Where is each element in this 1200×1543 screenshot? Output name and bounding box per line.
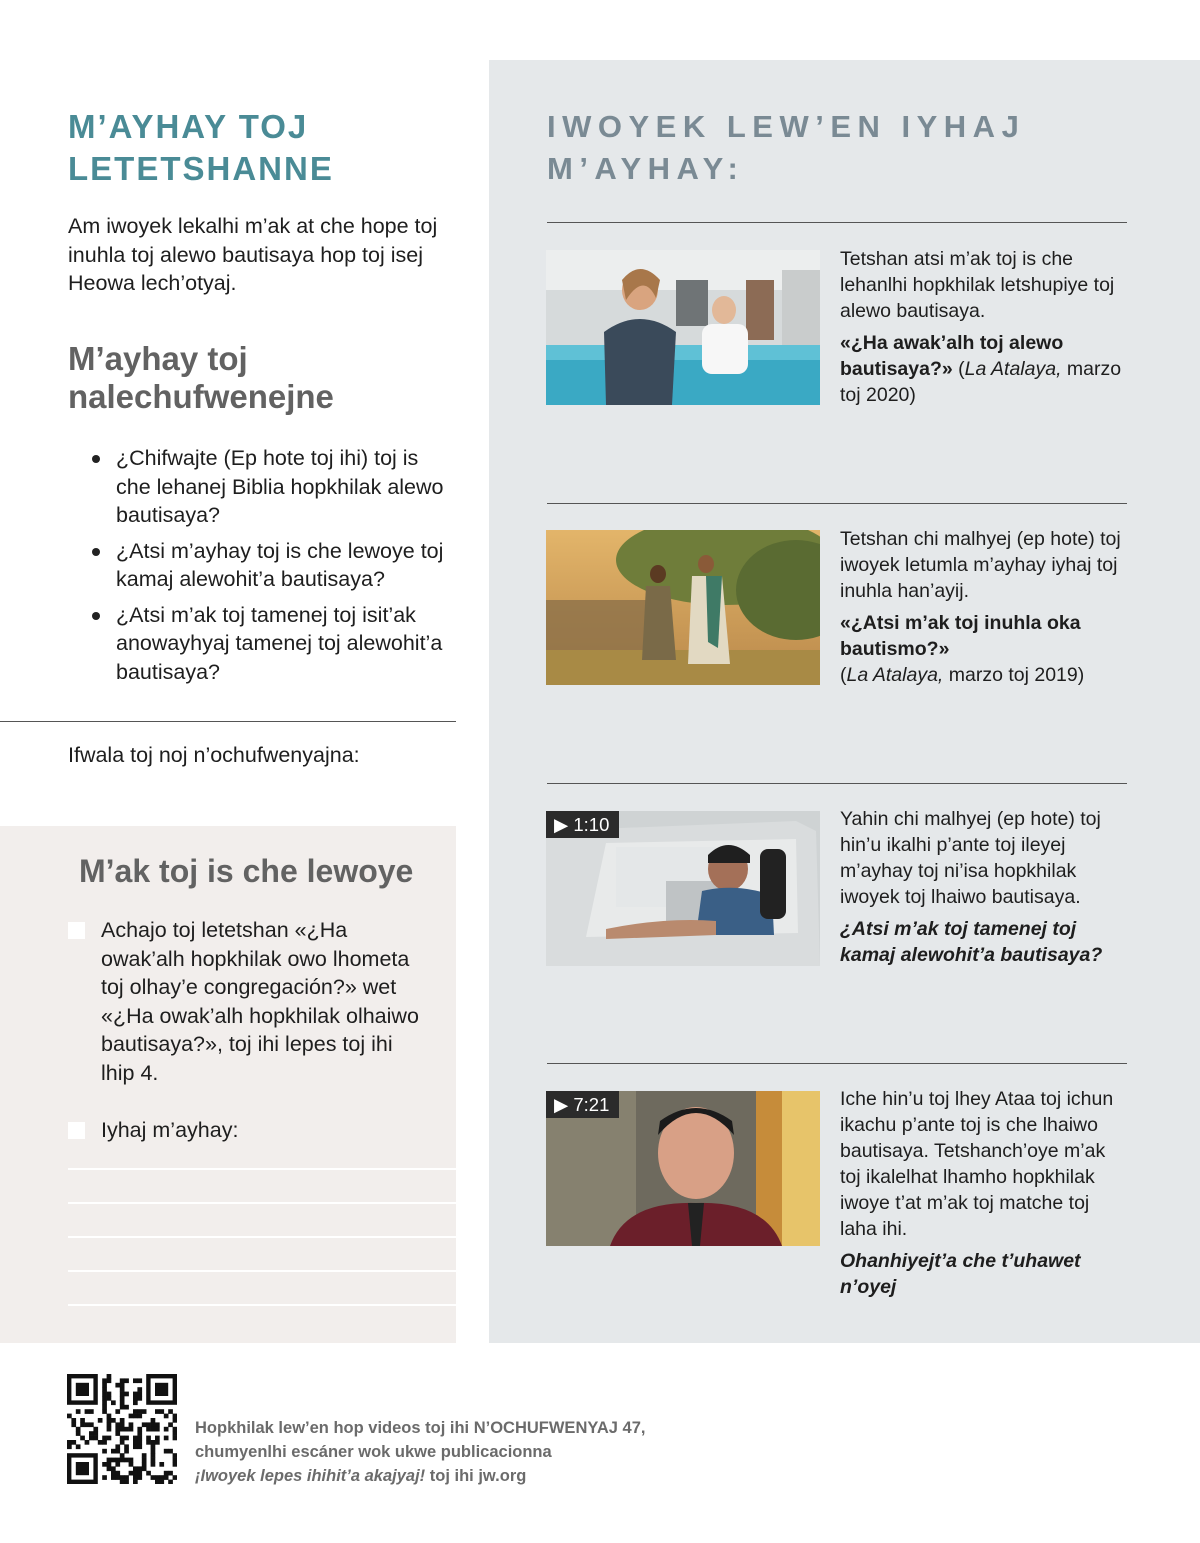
question-item: ¿Atsi m’ayhay toj is che lewoye toj kamaj alewohit’a bautisaya? <box>92 537 452 594</box>
footer-note: Hopkhilak lew’en hop videos toj ihi N’OCHUFWENYAJ 47, chumyenlhi escáner wok ukwe publicacionna ¡Iwoyek lepes ihihit’a akajyaj! toj ihi jw.org <box>195 1419 646 1485</box>
ethiopian-eunuch-painting[interactable] <box>546 530 820 685</box>
resource-description: Tetshan chi malhyej (ep hote) toj iwoyek letumla m’ayhay iyhaj toj inuhla han’ayij. «¿Atsi m’ak toj inuhla oka bautismo?» (La Atalaya, marzo toj 2019) <box>840 526 1125 688</box>
divider <box>547 503 1127 504</box>
man-driving-car-video[interactable] <box>546 811 820 966</box>
resource-reference[interactable]: «¿Ha awak’alh toj alewo bautisaya?» (La Atalaya, marzo toj 2020) <box>840 332 1122 406</box>
checkbox[interactable] <box>68 1122 85 1139</box>
resource-description: Tetshan atsi m’ak toj is che lehanlhi hopkhilak letshupiye toj alewo bautisaya. «¿Ha awak’alh toj alewo bautisaya?» (La Atalaya, marzo toj 2020) <box>840 246 1125 408</box>
bullet-icon <box>92 548 100 556</box>
baptism-pool-photo[interactable] <box>546 250 820 405</box>
writing-line[interactable] <box>68 1168 456 1170</box>
question-item: ¿Chifwajte (Ep hote toj ihi) toj is che lehanej Biblia hopkhilak alewo bautisaya? <box>92 444 452 530</box>
intro-text: Am iwoyek lekalhi m’ak at che hope toj inuhla toj alewo bautisaya hop toj isej Heowa lech’otyaj. <box>68 214 438 295</box>
divider <box>547 1063 1127 1064</box>
checkbox[interactable] <box>68 922 85 939</box>
smiling-man-video[interactable] <box>546 1091 820 1246</box>
writing-line[interactable] <box>68 1270 456 1272</box>
question-list <box>92 444 452 693</box>
resources-title: IWOYEK LEW’EN IYHAJ M’AYHAY: <box>547 109 1026 186</box>
video-title-link[interactable]: ¿Atsi m’ak toj tamenej toj kamaj alewohit’a bautisaya? <box>840 918 1103 966</box>
resource-reference[interactable]: «¿Atsi m’ak toj inuhla oka bautismo?» (La Atalaya, marzo toj 2019) <box>840 612 1085 686</box>
todo-title: M’ak toj is che lewoye <box>79 853 414 889</box>
questions-title: M’ayhay toj nalechufwenejne <box>68 340 334 415</box>
divider <box>547 783 1127 784</box>
resource-description: Yahin chi malhyej (ep hote) toj hin’u ikalhi p’ante toj ileyej m’ayhay toj ni’isa hopkhilak iwoyek toj lhaiwo bautisaya. ¿Atsi m’ak toj tamenej toj kamaj alewohit’a bautisaya? <box>840 806 1125 968</box>
qr-code-icon[interactable] <box>67 1374 177 1484</box>
writing-line[interactable] <box>68 1304 456 1306</box>
divider <box>547 222 1127 223</box>
video-duration-badge: ▶ 7:21 <box>546 1091 619 1118</box>
todo-item-text: Iyhaj m’ayhay: <box>101 1118 239 1142</box>
video-title-link[interactable]: Ohanhiyejt’a che t’uhawet n’oyej <box>840 1250 1081 1298</box>
video-duration-badge: ▶ 1:10 <box>546 811 619 838</box>
todo-item-text: Achajo toj letetshan «¿Ha owak’alh hopkhilak owo lhometa toj olhay’e congregación?» wet «¿Ha owak’alh hopkhilak olhaiwo bautisaya?», toj ihi lepes toj ihi lhip 4. <box>101 918 419 1085</box>
divider <box>0 721 456 722</box>
bullet-icon <box>92 612 100 620</box>
section-title: M’AYHAY TOJ LETETSHANNE <box>68 108 334 187</box>
bullet-icon <box>92 455 100 463</box>
resource-description: Iche hin’u toj lhey Ataa toj ichun ikachu p’ante toj is che lhaiwo bautisaya. Tetshanch’oye m’ak toj ikalelhat lhamho hopkhilak iwoye t’at m’ak toj matche toj laha ihi. Ohanhiyejt’a che t’uhawet n’oyej <box>840 1086 1125 1300</box>
question-item: ¿Atsi m’ak toj tamenej toj isit’ak anowayhyaj tamenej toj alewohit’a bautisaya? <box>92 601 452 687</box>
notes-label: Ifwala toj noj n’ochufwenyajna: <box>68 743 360 767</box>
writing-line[interactable] <box>68 1236 456 1238</box>
writing-line[interactable] <box>68 1202 456 1204</box>
